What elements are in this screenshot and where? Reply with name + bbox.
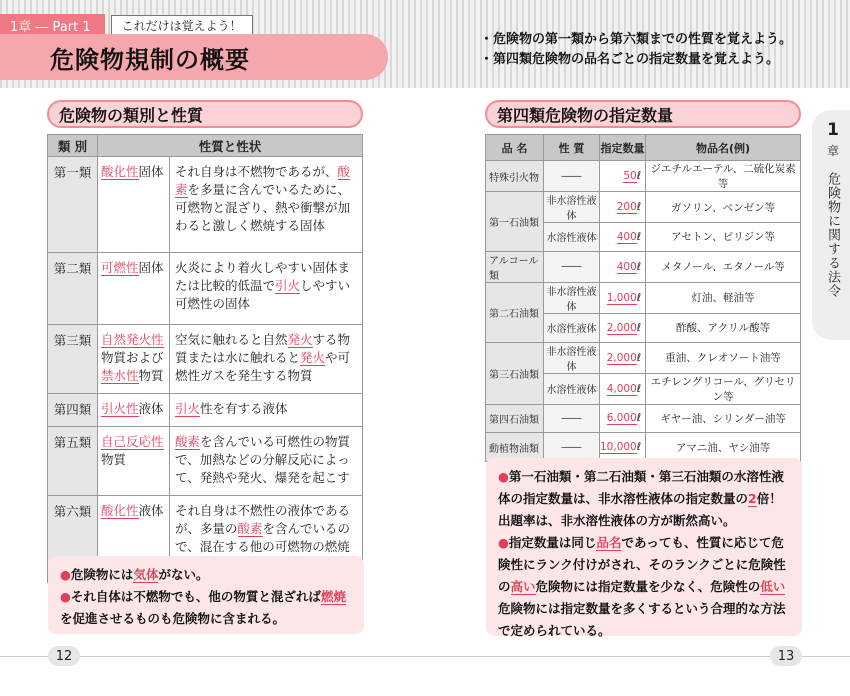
item-name: 動植物油類 (486, 433, 544, 462)
desc-text: を含んでいるので、混在する他の可燃物の燃焼 (175, 521, 351, 554)
quantity-unit: ℓ (636, 201, 642, 213)
solubility-cell: ―― (544, 433, 600, 462)
col-header: 類 別 (48, 135, 98, 157)
solubility-cell: ―― (544, 404, 600, 433)
quantity-cell (600, 192, 646, 223)
solubility-cell: 非水溶性液体 (544, 282, 600, 313)
quantity-unit: ℓ (636, 260, 642, 273)
section-title-left: 危険物の類別と性質 (47, 100, 363, 128)
page-number-left: 12 (48, 646, 80, 666)
quantity-value: 2,000 (606, 351, 637, 364)
solubility-cell: ―― (544, 161, 600, 192)
quantity-cell (600, 282, 646, 313)
table-row (486, 404, 801, 433)
item-name: 第四石油類 (486, 404, 544, 433)
note-text: 出題率は、非水溶性液体の方が断然高い。 (498, 513, 736, 528)
class-cell: 第二類 (48, 253, 98, 325)
highlight-term: 品名 (596, 535, 622, 550)
desc-text: しやすい可燃性の固体 (175, 278, 351, 311)
table-row (486, 282, 801, 313)
chapter-subtitle: これだけは覚えよう！ (111, 15, 253, 35)
quantity-value: 6,000 (606, 412, 637, 425)
goal-item: ・第四類危険物の品名ごとの指定数量を覚えよう。 (480, 52, 780, 67)
highlight-term: 2 (748, 491, 757, 506)
highlight-term: 引火 (275, 278, 301, 293)
property-cell (98, 253, 170, 325)
desc-text: を含んでいる可燃性の物質で、加熱などの分解反応によって、発熱や発火、爆発を起こす (175, 434, 351, 485)
desc-text: それ自身は不燃物であるが、 (175, 164, 338, 179)
example-cell: 酢酸、アクリル酸等 (646, 313, 801, 342)
table-row (486, 161, 801, 192)
highlight-term: 高い (510, 579, 536, 594)
example-cell: ギヤー油、シリンダー油等 (646, 404, 801, 433)
highlight-term: 禁水性 (101, 368, 139, 383)
note-text: を促進させるものも危険物に含まれる。 (60, 611, 286, 626)
highlight-term: 酸素 (175, 434, 201, 449)
highlight-term: 燃焼 (320, 589, 346, 604)
description-cell (170, 157, 363, 253)
col-header: 品 名 (486, 135, 544, 161)
hazard-class-table (47, 134, 363, 583)
class-cell: 第四類 (48, 394, 98, 427)
highlight-term: 酸化性 (101, 164, 139, 179)
table-row (48, 157, 363, 253)
bullet-dot-icon: ● (498, 469, 509, 484)
quantity-value: 400 (616, 260, 637, 273)
property-suffix: 液体 (138, 503, 164, 518)
description-cell (170, 253, 363, 325)
quantity-value: 200 (616, 201, 637, 213)
highlight-term: 酸化性 (101, 503, 139, 518)
note-box-left (48, 556, 364, 634)
col-header: 性質と性状 (98, 135, 363, 157)
quantity-cell (600, 313, 646, 342)
example-cell: 重油、クレオソート油等 (646, 342, 801, 373)
footer-divider (0, 656, 850, 657)
quantity-unit: ℓ (636, 170, 642, 182)
solubility-cell: 非水溶性液体 (544, 192, 600, 223)
quantity-value: 4,000 (606, 382, 637, 395)
example-cell: ジエチルエーテル、二硫化炭素等 (646, 161, 801, 192)
desc-text: する物質または水に触れると (175, 332, 351, 365)
desc-text: 空気に触れると自然 (175, 332, 288, 347)
class-cell: 第一類 (48, 157, 98, 253)
table-header-row (486, 135, 801, 161)
page-number-right: 13 (770, 646, 802, 666)
description-cell (170, 394, 363, 427)
note-text: 指定数量は同じ (508, 535, 597, 550)
highlight-term: 引火 (175, 401, 201, 416)
desc-text: それ自身は不燃性の液体であるが、多量の (175, 503, 351, 536)
chapter-side-tab (812, 110, 850, 340)
bullet-dot-icon: ● (60, 567, 71, 582)
section-title-right: 第四類危険物の指定数量 (485, 100, 801, 128)
highlight-term: 引火性 (101, 401, 139, 416)
item-name: 第三石油類 (486, 342, 544, 404)
chapter-number: 1 (827, 120, 839, 140)
description-cell (170, 325, 363, 394)
quantity-value: 400 (616, 230, 637, 243)
page-title: 危険物規制の概要 (50, 45, 250, 74)
desc-text: 性を有する液体 (200, 401, 288, 416)
quantity-unit: ℓ (636, 412, 642, 425)
col-header: 性 質 (544, 135, 600, 161)
quantity-cell (600, 223, 646, 252)
learning-goals (480, 30, 792, 70)
property-suffix: 物質 (101, 452, 127, 467)
example-cell: ガソリン、ベンゼン等 (646, 192, 801, 223)
example-cell: メタノール、エタノール等 (646, 251, 801, 282)
property-suffix: 固体 (138, 164, 164, 179)
highlight-term: 酸素 (175, 164, 351, 197)
table-row (48, 253, 363, 325)
desc-text: や可燃性ガスを発生する物質 (175, 350, 351, 383)
solubility-cell: 非水溶性液体 (544, 342, 600, 373)
chapter-label: 1章 ― Part 1 (0, 14, 105, 36)
table-row (48, 427, 363, 496)
quantity-value: 2,000 (606, 321, 637, 334)
note-text: 危険物には (70, 567, 134, 582)
table-row (48, 394, 363, 427)
note-text: であっても、性質に応じて危険性にランク付けがされ、そのランクごとに危険性の (498, 535, 786, 594)
note-item (60, 564, 352, 586)
highlight-term: 発火 (287, 332, 313, 347)
highlight-term: 可燃性 (101, 260, 139, 275)
note-text: それ自体は不燃物でも、他の物質と混ざれば (70, 589, 321, 604)
table-row (48, 325, 363, 394)
description-cell (170, 427, 363, 496)
quantity-unit: ℓ (636, 441, 642, 454)
note-text: がない。 (158, 567, 209, 582)
property-cell (98, 157, 170, 253)
chapter-unit: 章 (826, 144, 839, 158)
property-suffix: 固体 (138, 260, 164, 275)
quantity-unit: ℓ (636, 291, 642, 304)
bullet-dot-icon: ● (60, 589, 71, 604)
item-name: 第二石油類 (486, 282, 544, 342)
goal-item: ・危険物の第一類から第六類までの性質を覚えよう。 (480, 32, 793, 47)
example-cell: アセトン、ピリジン等 (646, 223, 801, 252)
highlight-term: 酸素 (237, 521, 263, 536)
solubility-cell: 水溶性液体 (544, 313, 600, 342)
side-tab-label: 危険物に関する法令 (825, 172, 840, 298)
quantity-cell (600, 373, 646, 404)
note-text: 危険物には指定数量を多くするという合理的な方法で定められている。 (498, 601, 786, 638)
side-tab-number (819, 120, 847, 160)
note-item (498, 532, 790, 642)
highlight-term: 気体 (133, 567, 159, 582)
quantity-unit: ℓ (636, 230, 642, 243)
quantity-value: 1,000 (606, 291, 637, 304)
highlight-term: 自然発火性 (101, 332, 164, 347)
note-item (60, 586, 352, 630)
quantity-value: 10,000 (600, 441, 637, 454)
quantity-cell (600, 161, 646, 192)
item-name: 第一石油類 (486, 192, 544, 252)
table-row (486, 342, 801, 373)
example-cell: アマニ油、ヤシ油等 (646, 433, 801, 462)
col-header: 物品名(例) (646, 135, 801, 161)
solubility-cell: 水溶性液体 (544, 223, 600, 252)
highlight-term: 発火 (300, 350, 326, 365)
property-cell (98, 325, 170, 394)
note-text: 第一石油類・第二石油類・第三石油類の水溶性液体の指定数量は、非水溶性液体の指定数量の (498, 469, 784, 506)
bullet-dot-icon: ● (498, 535, 509, 550)
class-cell: 第三類 (48, 325, 98, 394)
note-item (498, 466, 790, 532)
item-name: アルコール類 (486, 251, 544, 282)
property-cell (98, 427, 170, 496)
quantity-cell (600, 404, 646, 433)
note-text: 倍！ (756, 491, 782, 506)
class-cell: 第五類 (48, 427, 98, 496)
table-row (486, 192, 801, 223)
quantity-value: 50 (623, 170, 637, 182)
example-cell: 灯油、軽油等 (646, 282, 801, 313)
chapter-tab (0, 14, 253, 36)
quantity-unit: ℓ (636, 351, 642, 364)
quantity-unit: ℓ (636, 321, 642, 334)
quantity-cell (600, 342, 646, 373)
class-cell: 第六類 (48, 496, 98, 583)
page-title-box (0, 34, 388, 80)
solubility-cell: 水溶性液体 (544, 373, 600, 404)
table-row (486, 251, 801, 282)
note-text: 危険物には指定数量を少なく、危険性の (535, 579, 761, 594)
designated-quantity-table (485, 134, 801, 462)
note-box-right (486, 458, 802, 636)
col-header: 指定数量 (600, 135, 646, 161)
property-text: 物質および (101, 350, 164, 365)
desc-text: を多量に含んでいるために、可燃物と混ざり、熱や衝撃が加わると激しく燃焼する固体 (175, 182, 351, 233)
highlight-term: 低い (760, 579, 786, 594)
property-cell (98, 394, 170, 427)
property-suffix: 液体 (138, 401, 164, 416)
quantity-unit: ℓ (636, 382, 642, 395)
highlight-term: 自己反応性 (101, 434, 164, 449)
desc-text: 火炎により着火しやすい固体または比較的低温で (175, 260, 351, 293)
quantity-cell (600, 251, 646, 282)
property-suffix: 物質 (138, 368, 164, 383)
table-header-row (48, 135, 363, 157)
example-cell: エチレングリコール、グリセリン等 (646, 373, 801, 404)
solubility-cell: ―― (544, 251, 600, 282)
item-name: 特殊引火物 (486, 161, 544, 192)
